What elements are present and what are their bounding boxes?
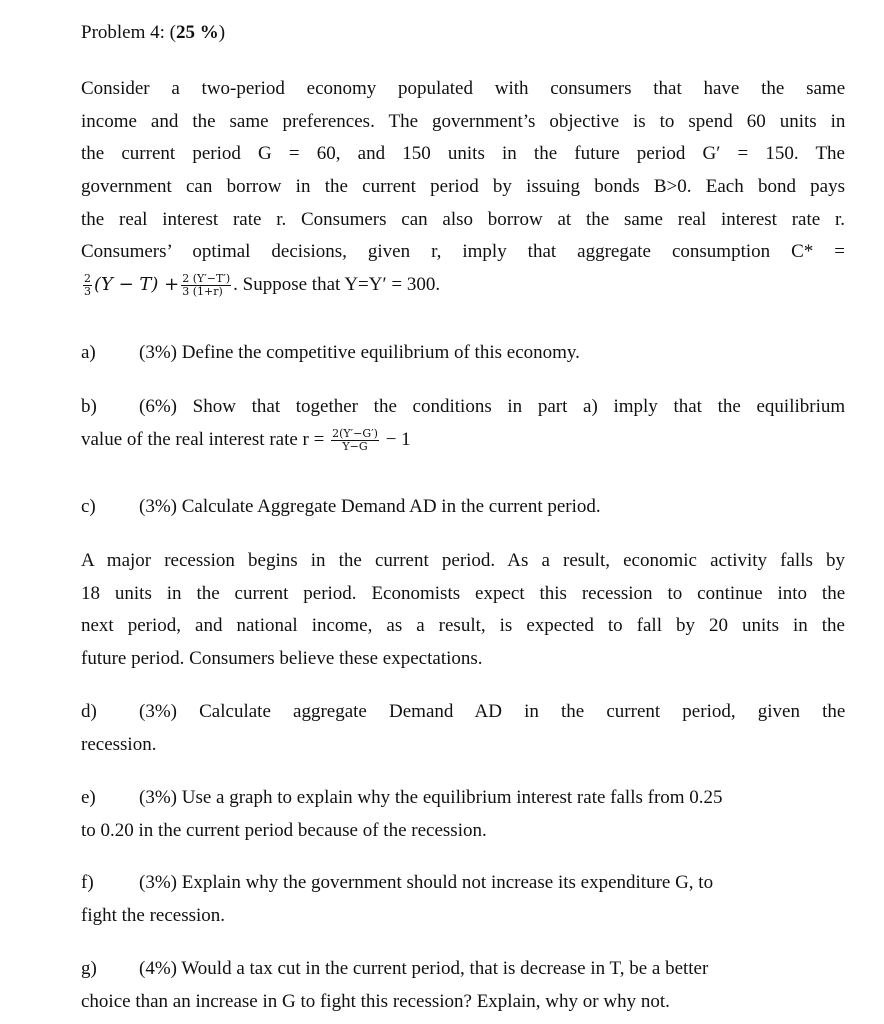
formula-fraction-future: $\frac{2 (Y'-T')}{3 (1+r)}$ [182, 272, 231, 299]
intro-line-6: Consumers’ optimal decisions, given r, imply that aggregate consumption C* = [81, 241, 845, 263]
part-e-text: (3%) Use a graph to explain why the equilibrium interest rate falls from 0.25 [139, 787, 723, 808]
problem-title [81, 22, 225, 44]
part-g-text: (4%) Would a tax cut in the current period, that is decrease in T, be a better [139, 958, 709, 979]
part-f-text-2: fight the recession. [81, 904, 226, 926]
part-f [81, 867, 845, 932]
part-e [81, 782, 845, 847]
part-e-text-2: to 0.20 in the current period because of the recession. [81, 819, 487, 841]
part-a [81, 337, 845, 370]
part-c [81, 491, 845, 524]
part-e-label: e) [81, 787, 96, 808]
part-f-line-1 [81, 867, 845, 900]
part-f-text: (3%) Explain why the government should not increase its expenditure G, to [139, 872, 714, 893]
recession-paragraph [81, 545, 845, 676]
recession-line-4: future period. Consumers believe these expectations. [81, 648, 483, 670]
title-weight: 25 % [176, 22, 219, 43]
part-d [81, 696, 845, 761]
part-g-line-1 [81, 953, 845, 986]
part-g-text-2: choice than an increase in G to fight this recession? Explain, why or why not. [81, 990, 670, 1012]
part-b-label-wrap [81, 391, 845, 424]
part-b-fraction: $\frac{2(Y'-G')}{Y-G}$ [332, 426, 378, 453]
part-e-line-1 [81, 782, 845, 815]
part-d-text-2: recession. [81, 733, 157, 755]
recession-line-3: next period, and national income, as a result, is expected to fall by 20 units in the [81, 615, 845, 637]
part-a-label: a) [81, 342, 96, 363]
part-b-tail: − 1 [385, 428, 411, 450]
formula-mid: (Y − T) + [94, 274, 180, 296]
intro-paragraph [81, 73, 845, 302]
part-d-line-1 [81, 696, 845, 729]
part-g [81, 953, 845, 1018]
part-g-label: g) [81, 958, 97, 979]
part-a-text: (3%) Define the competitive equilibrium of this economy. [139, 342, 580, 363]
formula-tail: . Suppose that Y=Y′ = 300. [233, 274, 441, 296]
part-c-label: c) [81, 496, 96, 517]
title-suffix: ) [218, 22, 226, 43]
part-d-label-wrap [81, 696, 845, 729]
part-d-text: (3%) Calculate aggregate Demand AD in the current period, given the [139, 701, 846, 722]
part-b-line-1 [81, 391, 845, 424]
part-b-line-2 [81, 424, 845, 457]
intro-line-1: Consider a two-period economy populated with consumers that have the same [81, 78, 846, 99]
part-d-label: d) [81, 701, 97, 722]
intro-formula-line [81, 269, 845, 302]
part-c-text: (3%) Calculate Aggregate Demand AD in the current period. [139, 496, 601, 517]
part-b-label: b) [81, 396, 97, 417]
formula-fraction-two-thirds: $\frac{2}{3}$ [84, 272, 91, 299]
part-b-text-2: value of the real interest rate r = [81, 428, 325, 450]
part-b-text: (6%) Show that together the conditions in part a) imply that the equilibrium [139, 396, 846, 417]
intro-line-5: the real interest rate r. Consumers can also borrow at the same real interest rate r. [81, 208, 845, 230]
recession-line-1: A major recession begins in the current period. As a result, economic activity falls by [81, 550, 845, 571]
intro-line-3: the current period G = 60, and 150 units in the future period G′ = 150. The [81, 143, 845, 165]
intro-line-2: income and the same preferences. The government’s objective is to spend 60 units in [81, 110, 846, 132]
part-b [81, 391, 845, 456]
recession-line-2: 18 units in the current period. Economists expect this recession to continue into the [81, 582, 846, 604]
intro-line-4: government can borrow in the current period by issuing bonds B>0. Each bond pays [81, 176, 845, 198]
part-f-label: f) [81, 872, 94, 893]
title-prefix: Problem 4: ( [81, 22, 176, 43]
